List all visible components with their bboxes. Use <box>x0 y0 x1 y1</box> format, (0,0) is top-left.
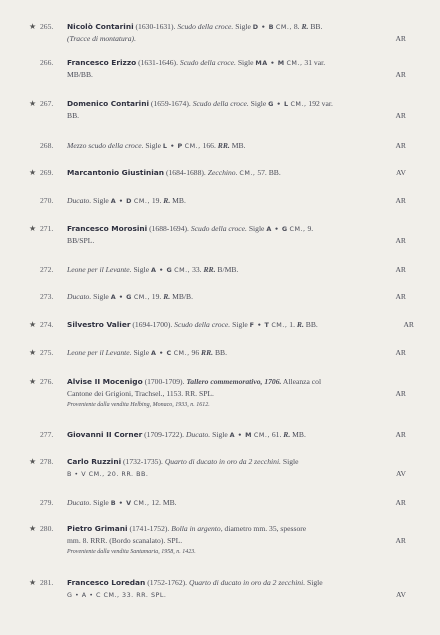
note-line: Cantone dei Grigioni, Trachsel., 1153. RR. SPL. <box>67 389 214 398</box>
grade: MB. <box>231 141 246 150</box>
entry-number: 272. <box>40 265 54 274</box>
star-marker: ★ <box>29 224 37 233</box>
rarity: RR. <box>201 348 214 357</box>
doge-name: Francesco Loredan <box>67 578 146 587</box>
sigle-label: Sigle <box>250 99 267 108</box>
sigle-label: Sigle <box>237 58 254 67</box>
grade-line: MB/BB. <box>67 70 93 79</box>
metal: AV <box>396 469 406 478</box>
reference-number: 31 var. <box>304 58 326 67</box>
metal: AR <box>395 196 406 205</box>
entry-number: 274. <box>40 320 54 329</box>
doge-name: Marcantonio Giustinian <box>67 168 165 177</box>
sigle-value: B • V <box>110 499 132 507</box>
reference: CM., <box>133 293 150 301</box>
doge-dates: (1694-1700). <box>132 320 173 329</box>
sigle-label: Sigle <box>232 320 248 329</box>
reference: CM., <box>275 23 292 31</box>
doge-name: Francesco Morosini <box>67 224 148 233</box>
doge-dates: (1630-1631). <box>135 22 176 31</box>
metal: AR <box>395 141 406 150</box>
sigle-value: A • D <box>110 197 132 205</box>
sigle-label: Sigle <box>282 457 299 466</box>
sigle-value: L • P <box>162 142 183 150</box>
star-marker: ★ <box>29 524 37 533</box>
reference-number: 33. <box>192 265 202 274</box>
grade: MB. <box>292 430 306 439</box>
metal: AR <box>395 498 406 507</box>
reference-number: 1. <box>289 320 295 329</box>
reference-number: 19. <box>151 196 162 205</box>
grade: BB. <box>268 168 281 177</box>
entry-number: 277. <box>40 430 54 439</box>
sigle-value: A • G <box>266 225 288 233</box>
sigle-value: G • L <box>268 100 289 108</box>
doge-name: Domenico Contarini <box>67 99 150 108</box>
star-marker: ★ <box>29 578 37 587</box>
sigle-reference-line: B • V CM., 20. RR. BB. <box>67 470 149 478</box>
metal: AR <box>395 236 406 245</box>
coin-description: Quarto di ducato in oro da 2 zecchini. <box>188 578 306 587</box>
star-marker: ★ <box>29 99 37 108</box>
doge-dates: (1659-1674). <box>150 99 191 108</box>
reference-number: 19. <box>151 292 162 301</box>
metal: AV <box>396 590 406 599</box>
reference-number: 166. <box>202 141 216 150</box>
sigle-label: Sigle <box>133 348 150 357</box>
sigle-label: Sigle <box>212 430 228 439</box>
rarity: R. <box>163 292 171 301</box>
coin-description: Leone per il Levante. <box>67 265 132 274</box>
metal: AR <box>403 320 414 329</box>
grade: B/MB. <box>217 265 239 274</box>
doge-name: Francesco Erizzo <box>67 58 137 67</box>
sigle-label: Sigle <box>133 265 150 274</box>
entry-number: 276. <box>40 377 54 386</box>
reference: CM., <box>174 266 191 274</box>
note-line: mm. 8. RRR. (Bordo scanalato). SPL. <box>67 536 183 545</box>
sigle-label: Sigle <box>93 498 109 507</box>
entry-number: 279. <box>40 498 54 507</box>
metal: AR <box>395 536 406 545</box>
doge-name: Giovanni II Corner <box>67 430 143 439</box>
metal: AR <box>395 111 406 120</box>
sigle-value: A • C <box>150 349 172 357</box>
reference: CM., <box>239 169 256 177</box>
reference: CM., <box>253 431 270 439</box>
reference-number: 9. <box>307 224 314 233</box>
reference-number: 96 <box>191 348 200 357</box>
coin-description: Scudo della croce. <box>190 224 247 233</box>
star-marker: ★ <box>29 320 37 329</box>
entry-number: 266. <box>40 58 54 67</box>
sigle-value: A • M <box>229 431 252 439</box>
coin-description: Ducato. <box>185 430 211 439</box>
coin-description: Bolla in argento, <box>171 524 223 533</box>
doge-dates: (1741-1752). <box>129 524 170 533</box>
coin-description: Leone per il Levante. <box>67 348 132 357</box>
metal: AR <box>395 265 406 274</box>
sigle-label: Sigle <box>93 292 109 301</box>
grade: BB. <box>214 348 227 357</box>
coin-description: Ducato. <box>67 498 92 507</box>
entry-number: 269. <box>40 168 54 177</box>
reference: CM., <box>133 197 150 205</box>
coin-description: Scudo della croce. <box>177 22 234 31</box>
sigle-label: Sigle <box>93 196 109 205</box>
coin-description: Ducato. <box>67 292 92 301</box>
metal: AR <box>395 70 406 79</box>
entry-number: 268. <box>40 141 54 150</box>
description-tail: Alleanza col <box>282 377 322 386</box>
provenance: Proveniente dalla vendita Santamaria, 1958, n. 1423. <box>67 549 196 555</box>
reference-number: 12. <box>151 498 161 507</box>
grade: BB. <box>310 22 323 31</box>
coin-description: Scudo della croce. <box>192 99 249 108</box>
sigle-value: A • G <box>110 293 132 301</box>
coin-description: Scudo della croce. <box>179 58 236 67</box>
coin-description: Mezzo scudo della croce. <box>67 141 144 150</box>
star-marker: ★ <box>29 168 37 177</box>
reference-number: 61. <box>271 430 282 439</box>
grade: BB. <box>305 320 318 329</box>
coin-description: Tallero commemorativo, 1706. <box>186 377 282 386</box>
metal: AR <box>395 430 406 439</box>
metal: AV <box>396 168 406 177</box>
rarity: R. <box>301 22 309 31</box>
reference-number: 57. <box>257 168 267 177</box>
sigle-reference-line: G • A • C CM., 33. RR. SPL. <box>67 591 167 599</box>
grade: MB. <box>162 498 177 507</box>
doge-dates: (1752-1762). <box>147 578 188 587</box>
doge-name: Nicolò Contarini <box>67 22 134 31</box>
doge-dates: (1688-1694). <box>149 224 189 233</box>
reference-number: 8. <box>293 22 300 31</box>
rarity: RR. <box>203 265 216 274</box>
grade-line: BB. <box>67 111 80 120</box>
entry-number: 267. <box>40 99 54 108</box>
reference: CM., <box>290 100 307 108</box>
grade: MB/B. <box>172 292 193 301</box>
doge-dates: (1709-1722). <box>144 430 185 439</box>
doge-name: Alvise II Mocenigo <box>67 377 143 386</box>
entry-number: 275. <box>40 348 54 357</box>
description-tail: diametro mm. 35, spessore <box>224 524 307 533</box>
note-line: (Tracce di montatura). <box>67 34 136 43</box>
reference: CM., <box>184 142 201 150</box>
sigle-label: Sigle <box>145 141 162 150</box>
doge-name: Silvestro Valier <box>67 320 131 329</box>
provenance: Proveniente dalla vendita Helbing, Monaco, 1933, n. 1612. <box>67 402 210 408</box>
reference: CM., <box>271 321 288 329</box>
entry-number: 273. <box>40 292 54 301</box>
star-marker: ★ <box>29 22 37 31</box>
rarity: R. <box>283 430 291 439</box>
star-marker: ★ <box>29 457 37 466</box>
reference: CM., <box>289 225 306 233</box>
reference: CM., <box>133 499 150 507</box>
sigle-value: A • G <box>150 266 173 274</box>
rarity: RR. <box>217 141 230 150</box>
entry-number: 281. <box>40 578 54 587</box>
metal: AR <box>395 34 406 43</box>
doge-dates: (1700-1709). <box>144 377 185 386</box>
sigle-value: D • B <box>252 23 274 31</box>
doge-dates: (1631-1646). <box>138 58 178 67</box>
entry-number: 271. <box>40 224 54 233</box>
sigle-value: MA • M <box>255 59 285 67</box>
reference: CM., <box>286 59 303 67</box>
doge-name: Pietro Grimani <box>67 524 128 533</box>
star-marker: ★ <box>29 348 37 357</box>
metal: AR <box>395 348 406 357</box>
coin-description: Zecchino. <box>207 168 238 177</box>
entry-number: 265. <box>40 22 54 31</box>
entry-number: 280. <box>40 524 54 533</box>
grade-line: BB/SPL. <box>67 236 95 245</box>
entry-number: 278. <box>40 457 54 466</box>
sigle-label: Sigle <box>307 578 323 587</box>
metal: AR <box>395 292 406 301</box>
coin-description: Quarto di ducato in oro da 2 zecchini. <box>164 457 281 466</box>
coin-description: Scudo della croce. <box>174 320 231 329</box>
entry-number: 270. <box>40 196 54 205</box>
doge-dates: (1684-1688). <box>165 168 206 177</box>
rarity: R. <box>296 320 304 329</box>
sigle-label: Sigle <box>235 22 251 31</box>
metal: AR <box>395 389 406 398</box>
sigle-value: F • T <box>249 321 270 329</box>
reference-number: 192 var. <box>308 99 333 108</box>
star-marker: ★ <box>29 377 37 386</box>
grade: MB. <box>172 196 186 205</box>
doge-name: Carlo Ruzzini <box>67 457 122 466</box>
rarity: R. <box>163 196 171 205</box>
doge-dates: (1732-1735). <box>123 457 163 466</box>
reference: CM., <box>173 349 190 357</box>
coin-description: Ducato. <box>67 196 92 205</box>
sigle-label: Sigle <box>248 224 265 233</box>
